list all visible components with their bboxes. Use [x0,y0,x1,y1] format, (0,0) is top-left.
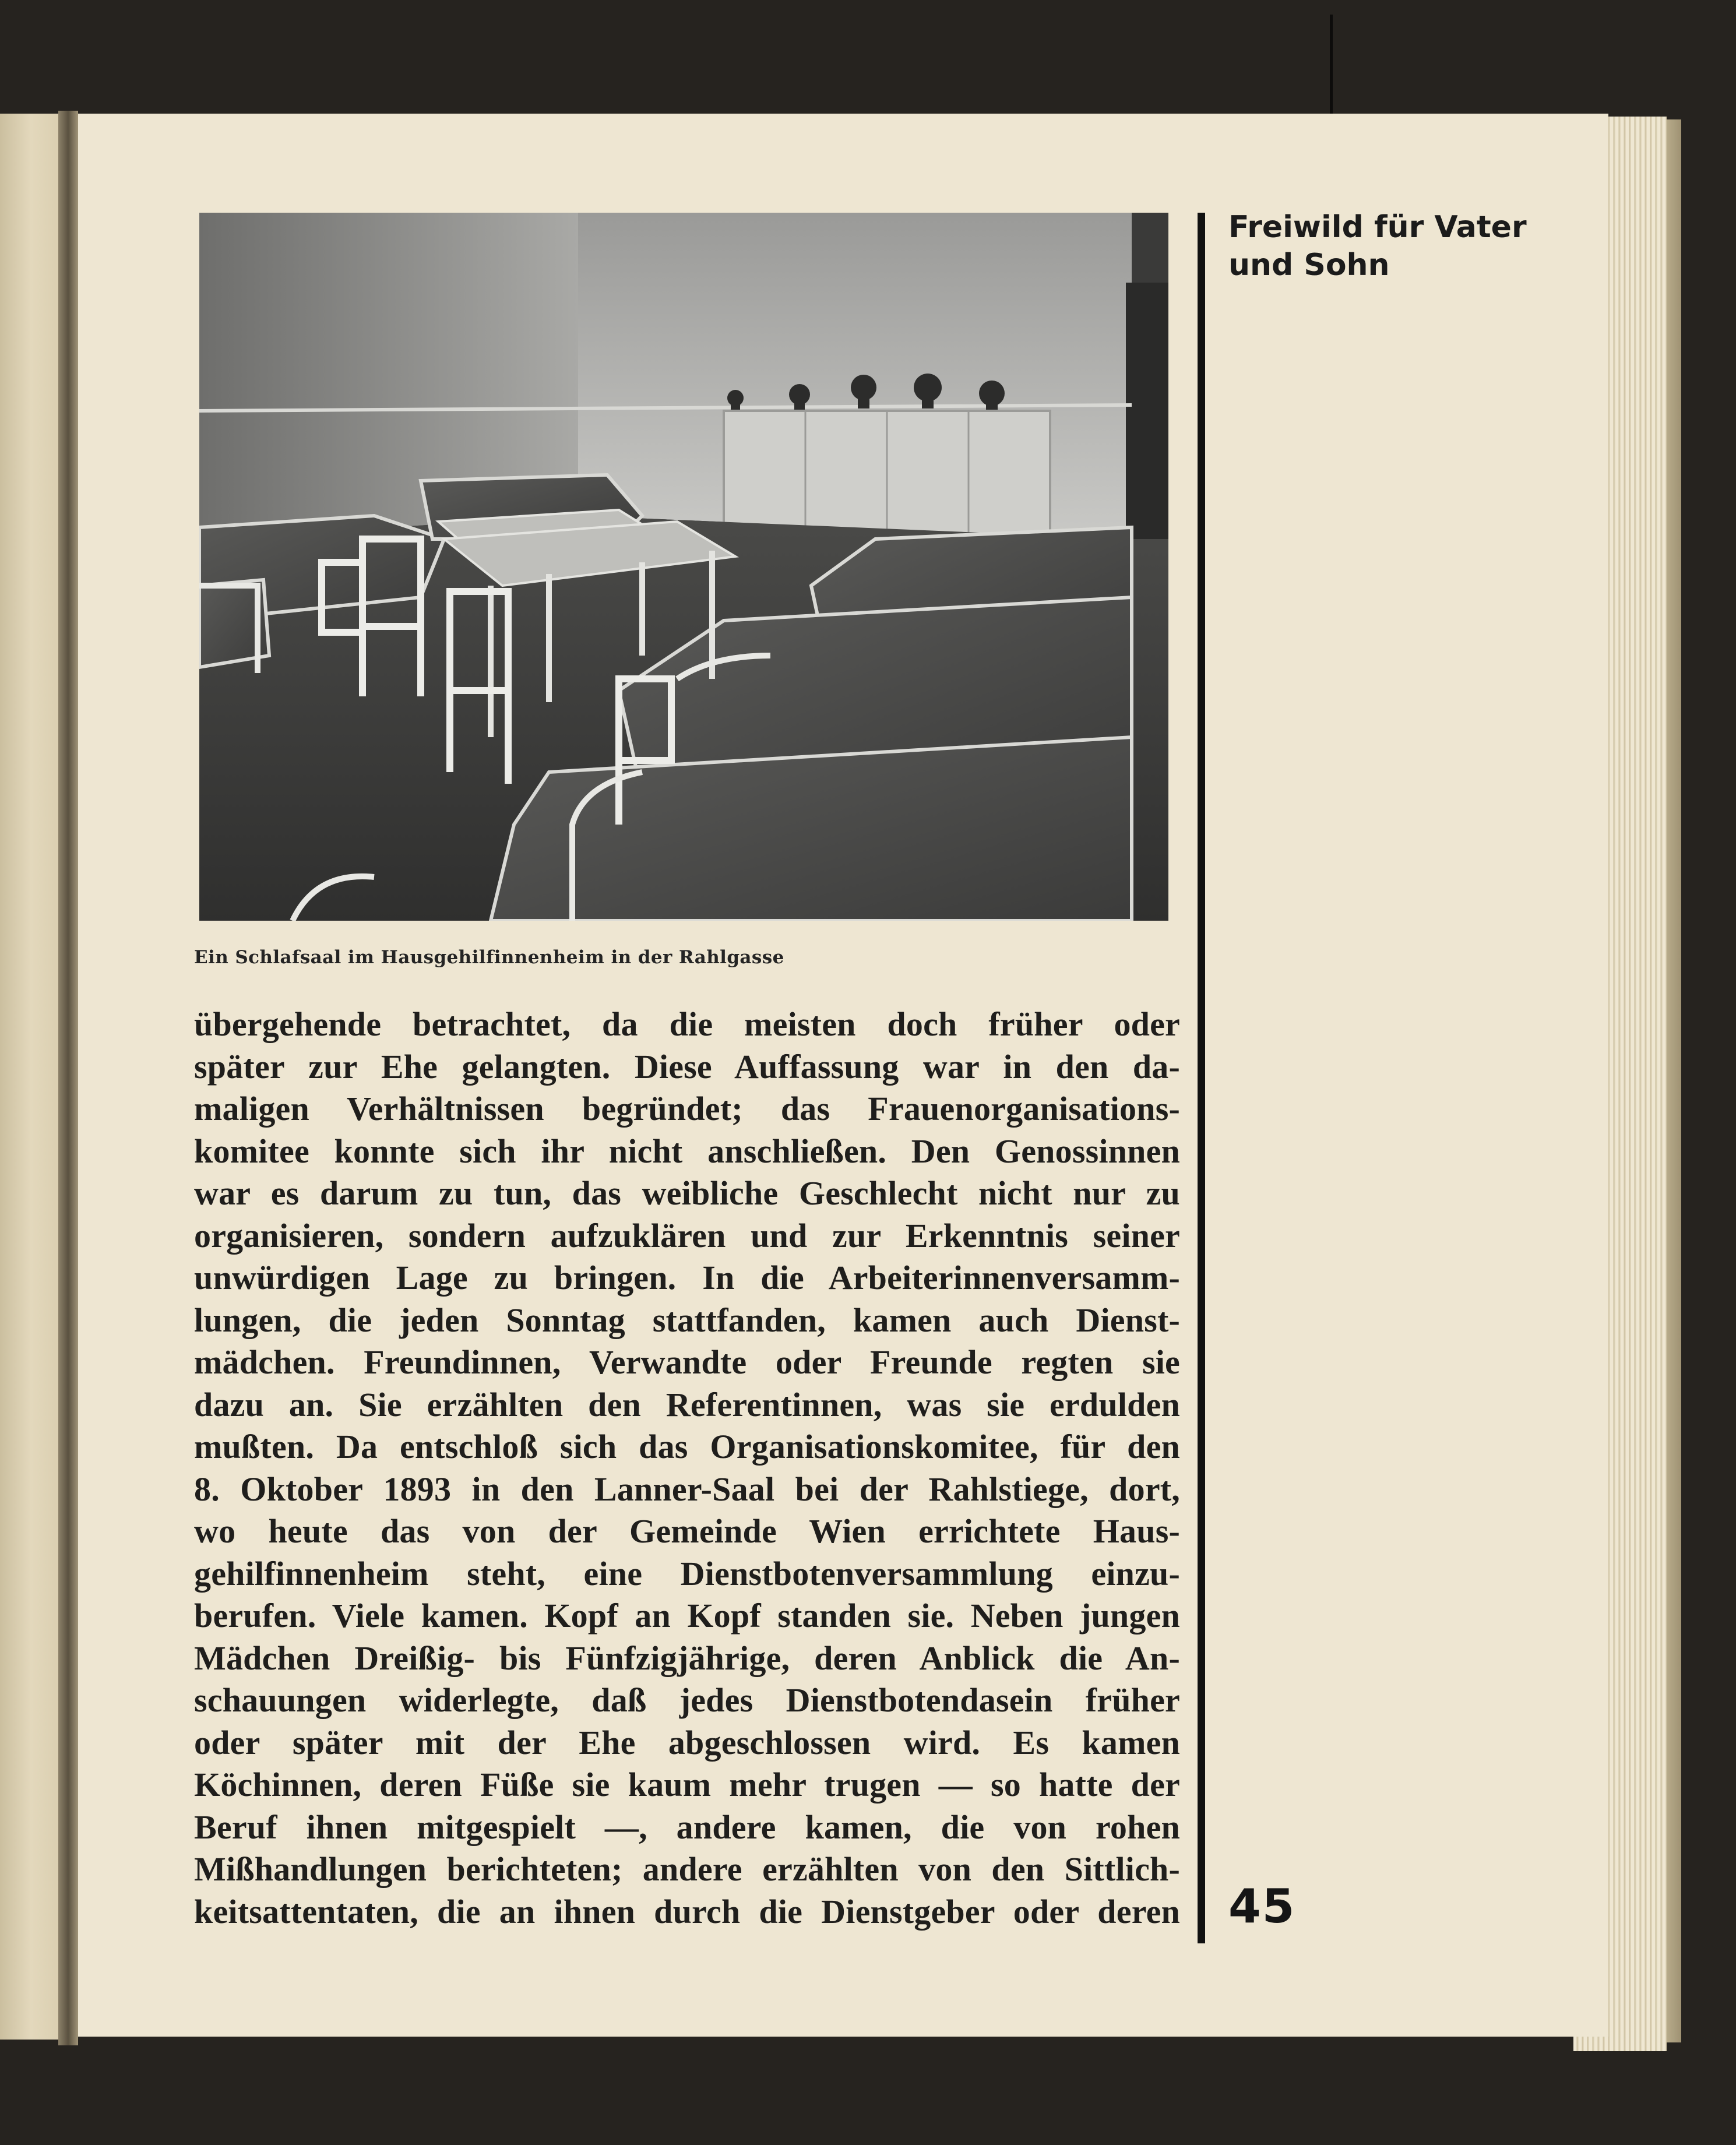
page-number: 45 [1228,1879,1296,1933]
text-line: Beruf ihnen mitgespielt —, andere kamen, die von rohen [194,1808,1180,1846]
text-line: berufen. Viele kamen. Kopf an Kopf standen sie. Neben jungen [194,1597,1180,1635]
text-line: unwürdigen Lage zu bringen. In die Arbeiterinnenversamm- [194,1259,1180,1297]
photo-icon [199,213,1168,921]
photo-caption: Ein Schlafsaal im Hausgehilfinnenheim in der Rahlgasse [194,947,784,968]
body-text [194,1003,1180,1933]
text-line: 8. Oktober 1893 in den Lanner-Saal bei der Rahlstiege, dort, [194,1470,1180,1508]
book-gutter [58,111,78,2045]
text-line: mußten. Da entschloß sich das Organisationskomitee, für den [194,1428,1180,1466]
text-line: Mißhandlungen berichteten; andere erzählten von den Sittlich- [194,1850,1180,1888]
marginal-heading-line-1: Freiwild für Vater [1228,210,1527,245]
text-line: Köchinnen, deren Füße sie kaum mehr trugen — so hatte der [194,1766,1180,1804]
text-line: wo heute das von der Gemeinde Wien errichtete Haus- [194,1512,1180,1550]
text-line: oder später mit der Ehe abgeschlossen wird. Es kamen [194,1723,1180,1762]
marginal-heading-line-2: und Sohn [1228,248,1390,283]
vertical-rule [1198,213,1205,1943]
text-line: war es darum zu tun, das weibliche Geschlecht nicht nur zu [194,1174,1180,1212]
text-line: mädchen. Freundinnen, Verwandte oder Freunde regten sie [194,1343,1180,1381]
text-line: keitsattentaten, die an ihnen durch die Dienstgeber oder deren [194,1892,1180,1931]
text-line: organisieren, sondern aufzuklären und zur Erkenntnis seiner [194,1216,1180,1255]
text-line: komitee konnte sich ihr nicht anschließen. Den Genossinnen [194,1132,1180,1170]
scan-marker [1330,15,1333,119]
text-line: später zur Ehe gelangten. Diese Auffassung war in den da- [194,1047,1180,1086]
dormitory-photo [199,213,1168,921]
text-line: übergehende betrachtet, da die meisten doch früher oder [194,1005,1180,1043]
text-line: gehilfinnenheim steht, eine Dienstbotenversammlung einzu- [194,1554,1180,1593]
marginal-heading [1228,209,1531,284]
text-line: lungen, die jeden Sonntag stattfanden, kamen auch Dienst- [194,1301,1180,1339]
text-line: dazu an. Sie erzählten den Referentinnen, was sie erdulden [194,1385,1180,1424]
text-line: schauungen widerlegte, daß jedes Dienstbotendasein früher [194,1681,1180,1719]
text-line: Mädchen Dreißig- bis Fünfzigjährige, deren Anblick die An- [194,1639,1180,1677]
text-line: maligen Verhältnissen begründet; das Frauenorganisations- [194,1090,1180,1128]
